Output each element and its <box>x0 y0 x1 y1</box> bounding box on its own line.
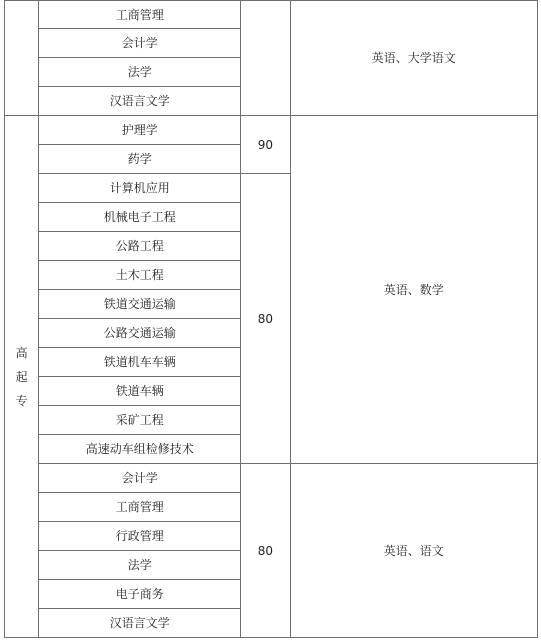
major-cell: 会计学 <box>39 29 241 58</box>
major-cell: 铁道车辆 <box>39 377 241 406</box>
major-cell: 高速动车组检修技术 <box>39 435 241 464</box>
score-cell <box>241 1 290 116</box>
subjects-cell: 英语、语文 <box>290 464 537 638</box>
major-cell: 铁道机车车辆 <box>39 348 241 377</box>
major-cell: 法学 <box>39 58 241 87</box>
level-cell <box>5 116 39 638</box>
table-row <box>5 116 538 145</box>
score-cell: 80 <box>241 464 290 638</box>
major-cell: 会计学 <box>39 464 241 493</box>
major-cell: 行政管理 <box>39 522 241 551</box>
major-cell: 公路交通运输 <box>39 319 241 348</box>
admission-table-container <box>4 0 538 640</box>
major-cell: 电子商务 <box>39 580 241 609</box>
level-label: 高 起 专 <box>15 345 28 408</box>
subjects-cell: 英语、数学 <box>290 116 537 464</box>
major-cell: 工商管理 <box>39 493 241 522</box>
major-cell: 工商管理 <box>39 1 241 29</box>
major-cell: 土木工程 <box>39 261 241 290</box>
major-cell: 采矿工程 <box>39 406 241 435</box>
level-cell <box>5 1 39 116</box>
score-cell: 90 <box>241 116 290 174</box>
score-cell: 80 <box>241 174 290 464</box>
table-row <box>5 464 538 493</box>
major-cell: 铁道交通运输 <box>39 290 241 319</box>
major-cell: 药学 <box>39 145 241 174</box>
admission-subjects-table <box>4 0 538 638</box>
major-cell: 护理学 <box>39 116 241 145</box>
major-cell: 法学 <box>39 551 241 580</box>
subjects-cell: 英语、大学语文 <box>290 1 537 116</box>
major-cell: 计算机应用 <box>39 174 241 203</box>
major-cell: 汉语言文学 <box>39 609 241 638</box>
major-cell: 汉语言文学 <box>39 87 241 116</box>
major-cell: 公路工程 <box>39 232 241 261</box>
major-cell: 机械电子工程 <box>39 203 241 232</box>
table-row <box>5 1 538 29</box>
